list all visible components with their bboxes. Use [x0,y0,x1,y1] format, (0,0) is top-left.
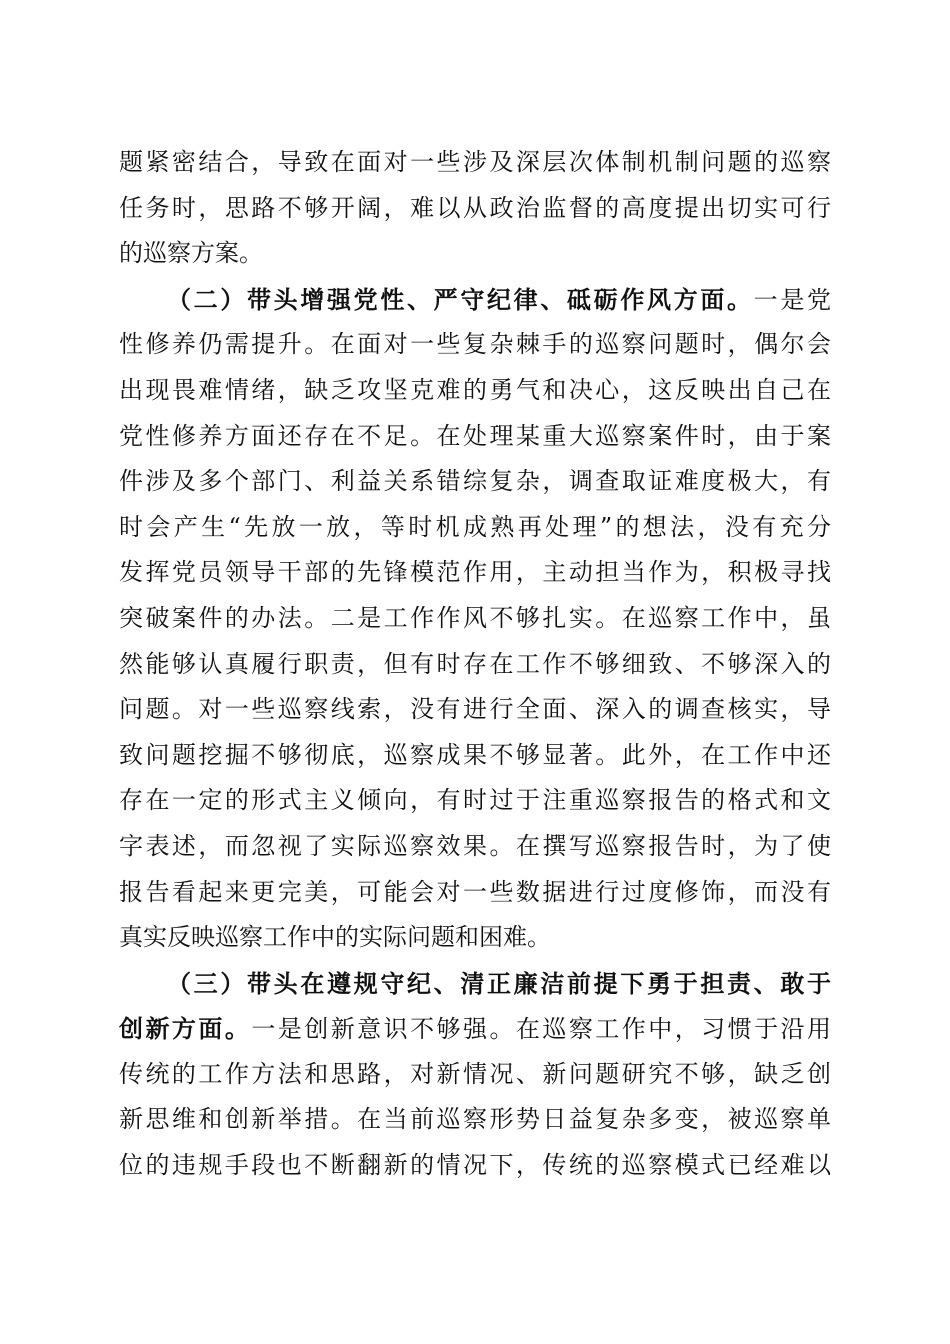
text-run: 字表述，而忽视了实际巡察效果。在撰写巡察报告时，为了使 [119,831,831,860]
text-line [119,231,831,277]
text-run: 新思维和创新举措。在当前巡察形势日益复杂多变，被巡察单 [119,1105,831,1134]
text-line [119,414,831,460]
text-line [119,870,831,916]
text-run: 致问题挖掘不够彻底，巡察成果不够显著。此外，在工作中还 [119,740,831,769]
text-line [119,596,831,642]
text-run: 党性修养方面还存在不足。在处理某重大巡察案件时，由于案 [119,421,831,450]
text-line [119,961,831,1007]
text-run: 一是党 [753,285,832,314]
paragraph-1 [119,140,831,277]
text-line [119,687,831,733]
paragraph-3 [119,961,831,1189]
text-run: 时会产生“先放一放，等时机成熟再处理”的想法，没有充分 [119,512,831,541]
text-run: 一是创新意识不够强。在巡察工作中，习惯于沿用 [251,1015,832,1044]
text-line [119,824,831,870]
text-line [119,1143,831,1189]
text-line [119,459,831,505]
text-run: 存在一定的形式主义倾向，有时过于注重巡察报告的格式和文 [119,786,831,815]
text-run: 题紧密结合，导致在面对一些涉及深层次体制机制问题的巡察 [119,148,831,176]
text-line [119,733,831,779]
text-line [119,1097,831,1143]
text-run: 位的违规手段也不断翻新的情况下，传统的巡察模式已经难以 [119,1151,831,1180]
text-line [119,505,831,551]
text-run: 任务时，思路不够开阔，难以从政治监督的高度提出切实可行 [119,193,831,222]
text-line [119,550,831,596]
text-run: 发挥党员领导干部的先锋模范作用，主动担当作为，积极寻找 [119,558,831,587]
text-run: 真实反映巡察工作中的实际问题和困难。 [119,923,551,952]
text-line [119,1006,831,1052]
text-run: 传统的工作方法和思路，对新情况、新问题研究不够，缺乏创 [119,1059,831,1088]
text-line [119,368,831,414]
document-body [119,140,831,1189]
text-line [119,1052,831,1098]
section-heading: （三）带头在遵规守纪、清正廉洁前提下勇于担责、敢于 [167,968,831,998]
text-line [119,277,831,323]
text-line [119,322,831,368]
text-run: 的巡察方案。 [119,239,263,268]
text-line [119,778,831,824]
section-heading: 创新方面。 [119,1014,252,1044]
text-line [119,642,831,688]
text-run: 报告看起来更完美，可能会对一些数据进行过度修饰，而没有 [119,877,831,906]
text-line [119,915,831,961]
text-run: 然能够认真履行职责，但有时存在工作不够细致、不够深入的 [119,649,831,678]
section-heading: （二）带头增强党性、严守纪律、砥砺作风方面。 [167,284,754,314]
text-line [119,140,831,186]
text-run: 件涉及多个部门、利益关系错综复杂，调查取证难度极大，有 [119,467,831,496]
text-run: 突破案件的办法。二是工作作风不够扎实。在巡察工作中，虽 [119,603,831,632]
text-line [119,186,831,232]
text-run: 出现畏难情绪，缺乏攻坚克难的勇气和决心，这反映出自己在 [119,375,831,404]
text-run: 性修养仍需提升。在面对一些复杂棘手的巡察问题时，偶尔会 [119,330,831,359]
paragraph-2 [119,277,831,961]
text-run: 问题。对一些巡察线索，没有进行全面、深入的调查核实，导 [119,695,831,724]
